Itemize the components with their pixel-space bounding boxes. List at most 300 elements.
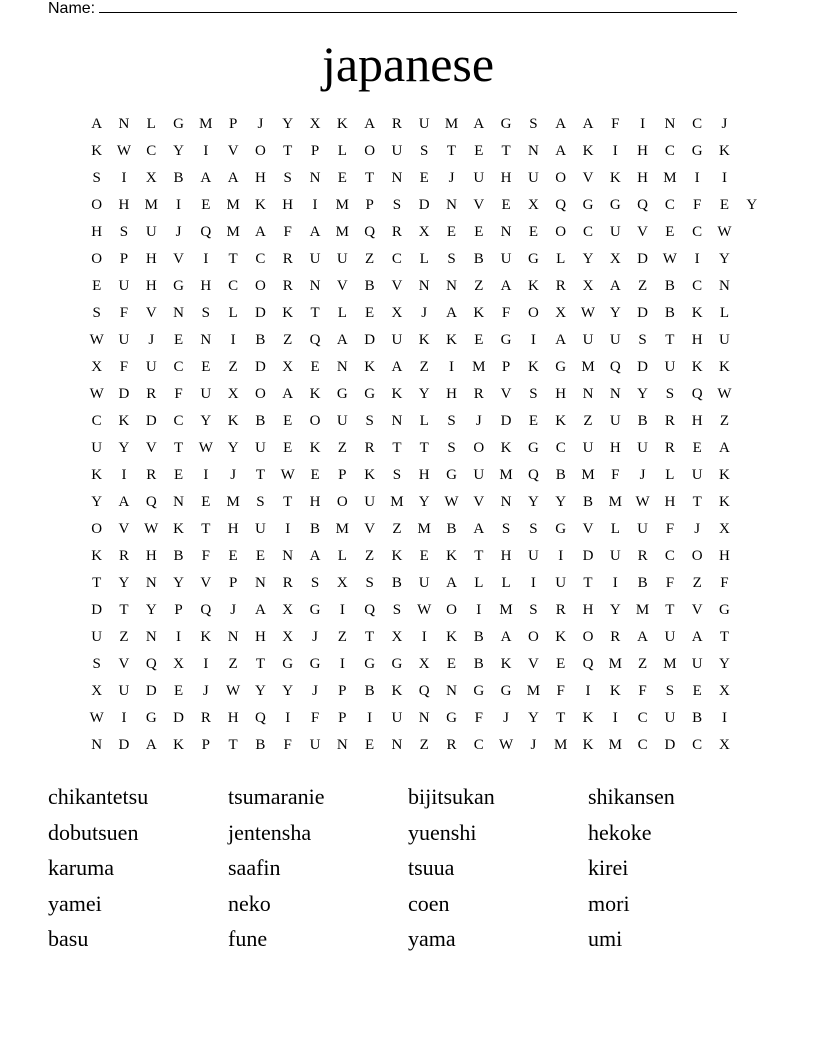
grid-letter: F <box>174 386 183 402</box>
grid-letter: C <box>637 737 648 753</box>
grid-row <box>83 678 765 705</box>
grid-letter: W <box>89 710 104 726</box>
grid-letter: O <box>555 170 567 186</box>
grid-letter: F <box>665 521 675 537</box>
grid-letter: T <box>665 332 675 348</box>
grid-letter: W <box>226 683 241 699</box>
grid-letter: A <box>118 494 130 510</box>
grid-letter: K <box>446 332 457 348</box>
grid-letter: H <box>637 143 648 159</box>
grid-letter: T <box>692 494 702 510</box>
grid-letter: I <box>176 197 182 213</box>
grid-letter: Q <box>200 602 212 618</box>
grid-row <box>83 192 765 219</box>
grid-letter: K <box>719 494 730 510</box>
grid-letter: S <box>447 440 456 456</box>
grid-letter: R <box>282 575 293 591</box>
grid-letter: V <box>637 224 648 240</box>
grid-letter: U <box>364 494 376 510</box>
grid-letter: D <box>637 305 648 321</box>
grid-letter: Q <box>364 602 376 618</box>
grid-letter: U <box>145 359 157 375</box>
grid-letter: O <box>527 305 539 321</box>
grid-letter: K <box>582 737 594 753</box>
grid-letter: H <box>118 197 130 213</box>
grid-letter: K <box>309 440 321 456</box>
grid-letter: N <box>500 494 512 510</box>
grid-letter: N <box>446 197 457 213</box>
grid-letter: E <box>255 548 266 564</box>
grid-letter: D <box>145 413 157 429</box>
grid-letter: Q <box>418 683 430 699</box>
grid-letter: Y <box>719 251 730 267</box>
grid-row <box>83 138 765 165</box>
name-field <box>48 0 737 19</box>
grid-letter: Z <box>638 656 648 672</box>
grid-letter: K <box>118 413 130 429</box>
grid-letter: Q <box>309 332 321 348</box>
grid-letter: Y <box>91 494 103 510</box>
grid-letter: K <box>446 548 457 564</box>
grid-letter: B <box>446 521 457 537</box>
grid-letter: W <box>198 440 213 456</box>
grid-letter: M <box>199 116 213 132</box>
grid-letter: K <box>391 548 403 564</box>
grid-letter: W <box>499 737 514 753</box>
grid-letter: I <box>203 251 209 267</box>
grid-letter: A <box>719 440 730 456</box>
grid-letter: X <box>173 656 184 672</box>
grid-letter: R <box>282 251 293 267</box>
grid-letter: N <box>500 224 512 240</box>
grid-letter: I <box>694 251 700 267</box>
grid-letter: E <box>201 197 211 213</box>
grid-letter: G <box>527 440 539 456</box>
grid-letter: H <box>555 386 567 402</box>
grid-letter: I <box>312 197 318 213</box>
word-bank-item: shikansen <box>588 784 675 809</box>
grid-letter: B <box>391 575 402 591</box>
grid-letter: B <box>664 305 675 321</box>
grid-row <box>83 732 765 759</box>
grid-letter: Z <box>419 737 429 753</box>
grid-letter: P <box>119 251 129 267</box>
grid-letter: Y <box>527 494 539 510</box>
grid-row <box>83 462 765 489</box>
grid-letter: M <box>335 224 349 240</box>
word-bank-item: coen <box>408 890 450 916</box>
grid-letter: D <box>118 386 130 402</box>
grid-letter: I <box>203 467 209 483</box>
grid-letter: M <box>417 521 431 537</box>
grid-letter: A <box>227 170 239 186</box>
word-bank-item: chikantetsu <box>48 784 149 809</box>
grid-letter: I <box>121 170 127 186</box>
grid-letter: F <box>501 305 511 321</box>
grid-letter: H <box>637 170 648 186</box>
grid-letter: M <box>581 467 595 483</box>
grid-letter: R <box>555 602 566 618</box>
grid-letter: S <box>420 143 429 159</box>
grid-letter: U <box>637 440 648 456</box>
grid-letter: I <box>285 521 291 537</box>
grid-letter: G <box>364 386 376 402</box>
grid-letter: L <box>146 116 156 132</box>
grid-letter: C <box>692 737 703 753</box>
grid-letter: K <box>555 629 567 645</box>
grid-letter: D <box>118 737 130 753</box>
grid-letter: C <box>391 251 402 267</box>
grid-row <box>83 111 765 138</box>
grid-letter: R <box>473 386 484 402</box>
grid-letter: K <box>227 413 239 429</box>
grid-letter: W <box>116 143 132 159</box>
grid-letter: D <box>500 413 512 429</box>
grid-row <box>83 219 765 246</box>
grid-letter: V <box>473 494 485 510</box>
grid-letter: U <box>336 413 348 429</box>
grid-letter: G <box>446 710 457 726</box>
grid-letter: U <box>391 143 403 159</box>
grid-letter: E <box>474 143 484 159</box>
grid-letter: P <box>338 683 347 699</box>
grid-letter: R <box>364 440 375 456</box>
grid-letter: H <box>500 170 512 186</box>
grid-letter: K <box>719 359 730 375</box>
grid-letter: E <box>419 170 429 186</box>
grid-letter: T <box>419 440 429 456</box>
grid-letter: M <box>635 602 650 618</box>
grid-letter: O <box>255 386 266 402</box>
grid-letter: D <box>173 710 184 726</box>
grid-letter: S <box>392 602 402 618</box>
grid-letter: J <box>148 332 155 348</box>
grid-letter: Y <box>609 305 621 321</box>
grid-letter: C <box>664 197 675 213</box>
grid-letter: D <box>145 683 157 699</box>
grid-letter: B <box>473 251 484 267</box>
grid-letter: A <box>391 359 403 375</box>
word-bank-item: fune <box>228 926 268 951</box>
grid-letter: I <box>612 710 618 726</box>
word-bank-item: yama <box>408 926 456 951</box>
grid-letter: I <box>640 116 646 132</box>
grid-letter: U <box>118 278 130 294</box>
grid-letter: E <box>337 170 347 186</box>
grid-letter: A <box>91 116 103 132</box>
grid-row <box>83 516 765 543</box>
grid-letter: N <box>118 116 130 132</box>
word-bank-item: tsuua <box>408 855 455 880</box>
grid-letter: O <box>91 197 103 213</box>
grid-letter: J <box>639 467 646 483</box>
grid-letter: W <box>635 494 650 510</box>
grid-letter: C <box>637 710 648 726</box>
grid-letter: Y <box>200 413 212 429</box>
name-underline <box>99 0 737 13</box>
grid-letter: F <box>665 575 675 591</box>
grid-row <box>83 570 765 597</box>
grid-letter: Y <box>582 251 594 267</box>
grid-letter: M <box>608 656 622 672</box>
grid-letter: T <box>228 737 238 753</box>
grid-letter: U <box>473 467 485 483</box>
grid-letter: Z <box>283 332 293 348</box>
grid-letter: W <box>280 467 295 483</box>
grid-letter: M <box>554 737 568 753</box>
grid-letter: U <box>309 251 321 267</box>
grid-letter: V <box>118 656 130 672</box>
grid-letter: Z <box>638 278 648 294</box>
grid-letter: L <box>501 575 511 591</box>
grid-letter: P <box>338 710 347 726</box>
grid-letter: K <box>609 170 621 186</box>
word-bank-item: basu <box>48 926 89 951</box>
word-bank-item: yamei <box>48 890 102 916</box>
grid-letter: G <box>364 656 376 672</box>
grid-letter: U <box>391 332 403 348</box>
grid-letter: B <box>664 278 675 294</box>
grid-letter: C <box>146 143 157 159</box>
grid-letter: C <box>692 116 703 132</box>
grid-letter: K <box>446 629 457 645</box>
grid-letter: L <box>665 467 675 483</box>
grid-letter: I <box>721 170 727 186</box>
grid-letter: V <box>145 305 157 321</box>
grid-letter: V <box>118 521 130 537</box>
grid-letter: E <box>310 467 320 483</box>
grid-letter: H <box>255 170 266 186</box>
grid-letter: I <box>421 629 427 645</box>
grid-letter: F <box>283 737 292 753</box>
grid-letter: Z <box>392 521 402 537</box>
grid-letter: K <box>527 359 539 375</box>
grid-letter: K <box>719 467 730 483</box>
grid-letter: G <box>582 197 594 213</box>
grid-letter: A <box>336 332 348 348</box>
grid-letter: H <box>145 548 157 564</box>
grid-letter: Z <box>419 359 429 375</box>
grid-letter: M <box>444 116 459 132</box>
grid-letter: X <box>418 656 430 672</box>
grid-letter: K <box>282 305 294 321</box>
grid-letter: U <box>527 548 539 564</box>
grid-letter: A <box>555 116 567 132</box>
grid-letter: C <box>582 224 593 240</box>
grid-letter: I <box>121 710 127 726</box>
grid-letter: H <box>91 224 103 240</box>
grid-letter: X <box>582 278 594 294</box>
grid-letter: T <box>474 548 484 564</box>
grid-letter: P <box>365 197 374 213</box>
grid-letter: K <box>91 548 103 564</box>
grid-letter: N <box>418 710 430 726</box>
grid-letter: V <box>582 170 594 186</box>
grid-letter: S <box>529 116 538 132</box>
word-bank-item: tsumaranie <box>228 784 325 809</box>
grid-letter: S <box>529 521 538 537</box>
grid-letter: N <box>609 386 621 402</box>
grid-letter: N <box>391 413 403 429</box>
grid-letter: W <box>144 521 159 537</box>
grid-letter: B <box>364 683 375 699</box>
grid-letter: U <box>527 170 539 186</box>
grid-letter: I <box>203 656 209 672</box>
grid-letter: R <box>664 413 675 429</box>
grid-letter: E <box>474 224 484 240</box>
grid-letter: O <box>555 224 567 240</box>
grid-letter: S <box>665 386 675 402</box>
grid-letter: K <box>719 143 730 159</box>
grid-letter: V <box>691 602 703 618</box>
grid-letter: F <box>693 197 702 213</box>
grid-letter: Q <box>255 710 266 726</box>
grid-letter: Y <box>145 602 157 618</box>
grid-letter: J <box>202 683 209 699</box>
grid-letter: U <box>336 251 348 267</box>
grid-letter: L <box>337 305 347 321</box>
grid-letter: A <box>500 278 512 294</box>
grid-letter: E <box>228 548 238 564</box>
grid-letter: C <box>228 278 239 294</box>
grid-letter: K <box>364 467 376 483</box>
grid-letter: A <box>255 602 266 618</box>
grid-letter: H <box>500 548 512 564</box>
grid-letter: H <box>282 197 294 213</box>
grid-letter: G <box>145 710 157 726</box>
grid-row <box>83 435 765 462</box>
grid-letter: Z <box>119 629 129 645</box>
grid-letter: A <box>555 332 567 348</box>
grid-letter: V <box>473 197 485 213</box>
grid-letter: S <box>119 224 129 240</box>
grid-letter: U <box>118 683 130 699</box>
grid-letter: I <box>230 332 236 348</box>
grid-letter: X <box>719 737 730 753</box>
grid-letter: Q <box>691 386 703 402</box>
grid-letter: G <box>446 467 457 483</box>
grid-letter: U <box>145 224 157 240</box>
grid-letter: K <box>200 629 212 645</box>
grid-letter: T <box>365 170 375 186</box>
grid-letter: T <box>556 710 566 726</box>
grid-letter: I <box>612 143 618 159</box>
grid-letter: V <box>200 575 212 591</box>
grid-letter: D <box>637 359 648 375</box>
grid-letter: U <box>582 332 594 348</box>
grid-letter: Y <box>609 602 621 618</box>
grid-letter: B <box>255 737 266 753</box>
grid-letter: K <box>418 332 430 348</box>
grid-letter: T <box>283 143 293 159</box>
grid-letter: K <box>473 305 485 321</box>
grid-letter: T <box>119 602 129 618</box>
grid-letter: Q <box>145 656 157 672</box>
word-bank-item: neko <box>228 890 271 916</box>
grid-letter: A <box>691 629 703 645</box>
grid-letter: N <box>418 278 430 294</box>
grid-letter: H <box>664 494 676 510</box>
grid-letter: U <box>609 224 621 240</box>
grid-letter: I <box>530 575 536 591</box>
grid-letter: U <box>255 521 266 537</box>
grid-letter: E <box>201 359 211 375</box>
grid-letter: Y <box>282 116 294 132</box>
grid-letter: F <box>611 116 620 132</box>
grid-letter: S <box>92 305 101 321</box>
grid-letter: K <box>91 143 103 159</box>
grid-letter: B <box>637 575 648 591</box>
grid-letter: E <box>719 197 730 213</box>
grid-letter: G <box>555 359 567 375</box>
grid-letter: F <box>611 467 620 483</box>
grid-letter: M <box>226 224 240 240</box>
grid-letter: K <box>527 278 539 294</box>
grid-letter: Q <box>200 224 212 240</box>
grid-letter: V <box>582 521 594 537</box>
grid-letter: Y <box>173 575 184 591</box>
grid-letter: W <box>717 224 732 240</box>
grid-letter: I <box>203 143 209 159</box>
grid-letter: K <box>500 656 512 672</box>
grid-letter: A <box>637 629 648 645</box>
grid-letter: I <box>367 710 373 726</box>
grid-letter: G <box>527 251 539 267</box>
grid-letter: A <box>473 521 485 537</box>
grid-letter: X <box>91 683 103 699</box>
grid-letter: E <box>419 548 429 564</box>
grid-letter: N <box>145 629 157 645</box>
grid-letter: P <box>501 359 511 375</box>
grid-letter: C <box>692 278 703 294</box>
grid-letter: E <box>173 467 184 483</box>
grid-letter: T <box>365 629 375 645</box>
grid-letter: D <box>582 548 594 564</box>
grid-letter: M <box>335 521 349 537</box>
grid-row <box>83 543 765 570</box>
grid-letter: X <box>719 683 730 699</box>
grid-letter: T <box>228 251 238 267</box>
grid-letter: P <box>228 575 238 591</box>
grid-letter: H <box>227 521 239 537</box>
grid-letter: D <box>664 737 676 753</box>
grid-letter: Y <box>746 197 758 213</box>
grid-letter: X <box>527 197 539 213</box>
grid-letter: E <box>692 440 702 456</box>
grid-letter: A <box>500 629 512 645</box>
grid-letter: J <box>530 737 537 753</box>
grid-letter: C <box>173 413 184 429</box>
grid-letter: V <box>227 143 239 159</box>
grid-letter: U <box>200 386 212 402</box>
grid-letter: O <box>255 278 266 294</box>
grid-letter: S <box>447 413 456 429</box>
grid-letter: E <box>173 332 184 348</box>
grid-row <box>83 165 765 192</box>
grid-letter: Y <box>255 683 266 699</box>
grid-letter: Q <box>637 197 648 213</box>
grid-letter: D <box>418 197 430 213</box>
word-bank-item: saafin <box>228 855 281 880</box>
grid-letter: L <box>556 251 566 267</box>
grid-row <box>83 273 765 300</box>
grid-letter: S <box>392 197 402 213</box>
grid-letter: S <box>201 305 210 321</box>
grid-row <box>83 408 765 435</box>
grid-letter: G <box>500 116 512 132</box>
grid-row <box>83 354 765 381</box>
grid-letter: N <box>145 575 157 591</box>
